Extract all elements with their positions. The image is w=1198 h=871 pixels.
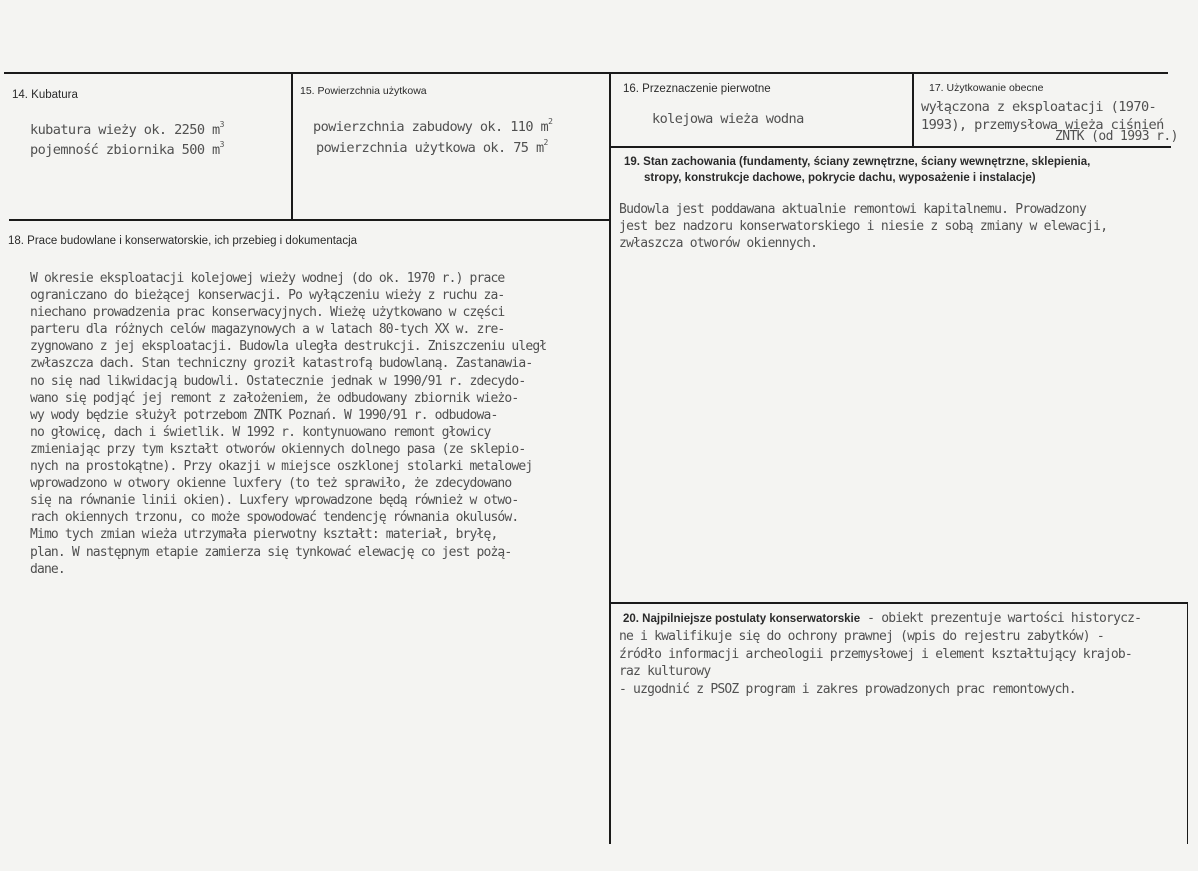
field-18-line-1: W okresie eksploatacji kolejowej wieży wodnej (do ok. 1970 r.) prace (30, 271, 505, 286)
field-14-line-1-text: kubatura wieży ok. 2250 m (30, 122, 220, 138)
rule-above-20 (611, 602, 1187, 604)
field-14-line-2-text: pojemność zbiornika 500 m (30, 142, 220, 158)
rule-below-14-15 (9, 219, 611, 221)
field-18-line-13: wprowadzono w otwory okienne luxfery (to też sprawiło, że zdecydowano (30, 476, 512, 492)
field-16-value: kolejowa wieża wodna (652, 111, 804, 127)
field-18-label: 18. Prace budowlane i konserwatorskie, ich przebieg i dokumentacja (8, 235, 358, 247)
field-18-line-7: no się nad likwidacją budowli. Ostatecznie jednak w 1990/91 r. zdecydo- (30, 373, 526, 389)
field-15-line-1-sup: 2 (548, 117, 553, 126)
field-19-text (619, 201, 1107, 252)
right-border (1187, 602, 1188, 844)
field-15-line-2-text: powierzchnia użytkowa ok. 75 m (316, 140, 544, 156)
divider-16-17 (912, 74, 914, 147)
field-17-line-2: 1993), przemysłowa wieża ciśnień (921, 117, 1164, 133)
field-18-line-14: się na równanie linii okien). Luxfery wprowadzone będą również w otwo- (30, 493, 519, 509)
field-19-line-2: jest bez nadzoru konserwatorskiego i niesie z sobą zmiany w elewacji, (619, 219, 1108, 235)
field-18-line-18: dane. (30, 561, 65, 577)
divider-14-15 (291, 74, 293, 221)
field-15-line-1-text: powierzchnia zabudowy ok. 110 m (313, 119, 549, 135)
top-rule (4, 72, 1168, 74)
field-17-label: 17. Użytkowanie obecne (929, 82, 1044, 94)
field-19-label-line-1: 19. Stan zachowania (fundamenty, ściany zewnętrzne, ściany wewnętrzne, sklepienia, (624, 156, 1091, 168)
field-18-line-15: rach okiennych trzonu, co może spowodować tendencję równania okulusów. (30, 510, 519, 526)
field-18-line-2: ograniczano do bieżącej konserwacji. Po wyłączeniu wieży z ruchu za- (30, 288, 505, 304)
field-20-line-1: ne i kwalifikuje się do ochrony prawnej (wpis do rejestru zabytków) - (619, 629, 1104, 644)
field-18-line-10: no głowicę, dach i świetlik. W 1992 r. kontynuowano remont głowicy (30, 424, 491, 440)
field-15-label: 15. Powierzchnia użytkowa (300, 85, 427, 97)
field-18-line-3: niechano prowadzenia prac konserwacyjnych. Wieżę użytkowano w części (30, 305, 505, 321)
field-20-label: 20. Najpilniejsze postulaty konserwatorskie (623, 613, 861, 625)
field-19-line-1: Budowla jest poddawana aktualnie remontowi kapitalnemu. Prowadzony (619, 202, 1087, 217)
field-19-line-3: zwłaszcza otworów okiennych. (619, 236, 818, 252)
field-15-line-2-sup: 2 (543, 138, 548, 147)
field-15-line-2 (316, 133, 548, 158)
field-18-line-16: Mimo tych zmian wieża utrzymała pierwotny kształt: materiał, bryłę, (30, 527, 498, 543)
field-20-line-3: raz kulturowy (619, 664, 711, 680)
field-17-line-3: ZNTK (od 1993 r.) (1055, 129, 1178, 144)
field-19-label-line-2: stropy, konstrukcje dachowe, pokrycie dachu, wyposażenie i instalacje) (644, 172, 1036, 184)
field-17-line-1: wyłączona z eksploatacji (1970- (921, 99, 1157, 115)
field-18-line-4: parteru dla różnych celów magazynowych a w latach 80-tych XX w. zre- (30, 322, 505, 338)
field-14-line-1-sup: 3 (219, 120, 224, 129)
rule-below-16-17 (611, 146, 1171, 148)
field-18-line-5: zygnowano z jej eksploatacji. Budowla uległa destrukcji. Zniszczeniu uległ (30, 339, 547, 355)
field-18-line-9: wy wody będzie służył potrzebom ZNTK Poznań. W 1990/91 r. odbudowa- (30, 407, 498, 423)
field-18-line-6: zwłaszcza dach. Stan techniczny groził katastrofą budowlaną. Zastanawia- (30, 356, 533, 372)
field-20-text (619, 628, 1132, 698)
field-20-first-line-text: - obiekt prezentuje wartości historycz- (860, 611, 1142, 626)
field-14-line-2-sup: 3 (219, 140, 224, 149)
field-20-line-2: źródło informacji archeologii przemysłowej i element kształtujący krajob- (619, 646, 1132, 662)
field-16-label: 16. Przeznaczenie pierwotne (623, 83, 771, 95)
field-18-line-11: zmieniając przy tym kształt otworów okiennych dolnego pasa (ze sklepio- (30, 441, 526, 457)
field-18-text (30, 270, 546, 578)
field-18-line-8: wano się podjąć jej remont z założeniem, że odbudowany zbiornik wieżo- (30, 390, 519, 406)
field-14-label: 14. Kubatura (12, 89, 78, 101)
field-20-first-line (623, 610, 1141, 629)
field-14-line-2 (30, 135, 224, 160)
center-divider (609, 74, 611, 844)
field-18-line-12: nych na prostokątne). Przy okazji w miejsce oszklonej stolarki metalowej (30, 459, 533, 475)
field-18-line-17: plan. W następnym etapie zamierza się tynkować elewację co jest pożą- (30, 544, 512, 560)
field-20-line-4: - uzgodnić z PSOZ program i zakres prowadzonych prac remontowych. (619, 681, 1076, 697)
